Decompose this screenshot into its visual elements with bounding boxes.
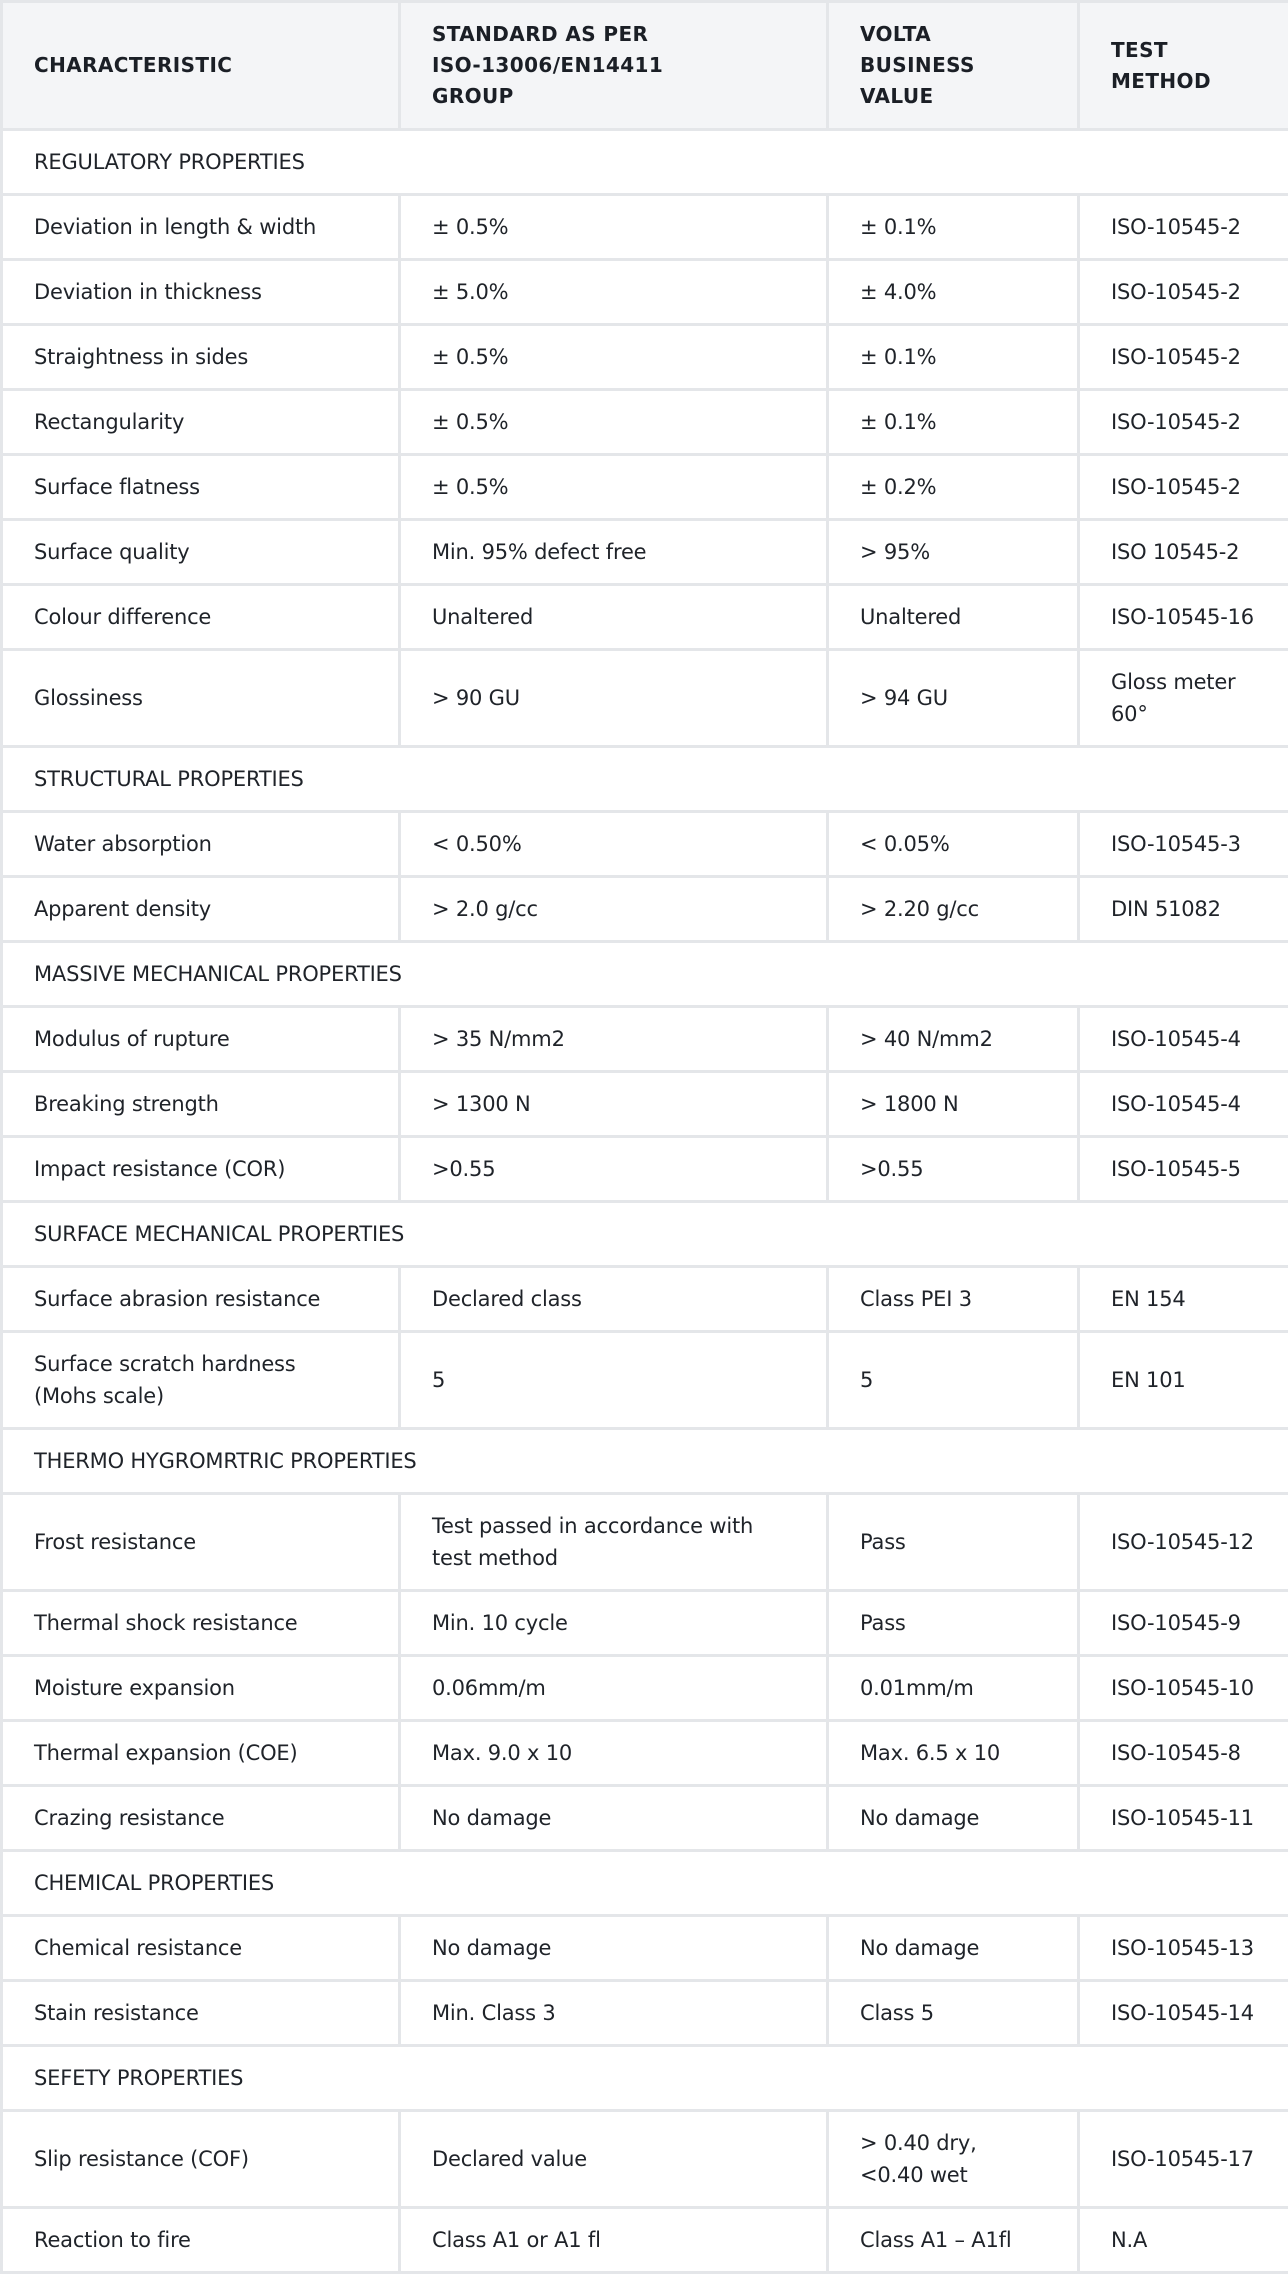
table-row (2, 1786, 1288, 1851)
header-volta-value: VOLTA BUSINESS VALUE (828, 2, 1079, 130)
cell-test-method: ISO-10545-11 (1079, 1786, 1288, 1851)
table-row (2, 390, 1288, 455)
cell-test-method: ISO-10545-2 (1079, 455, 1288, 520)
cell-volta-value: Pass (828, 1591, 1079, 1656)
cell-characteristic: Apparent density (2, 877, 400, 942)
table-row (2, 195, 1288, 260)
cell-test-method: ISO-10545-12 (1079, 1494, 1288, 1591)
cell-standard: > 1300 N (400, 1072, 828, 1137)
cell-characteristic: Glossiness (2, 650, 400, 747)
cell-standard: Declared value (400, 2111, 828, 2208)
header-characteristic: CHARACTERISTIC (2, 2, 400, 130)
cell-standard: No damage (400, 1786, 828, 1851)
section-row (2, 130, 1288, 195)
cell-characteristic: Thermal shock resistance (2, 1591, 400, 1656)
cell-standard: Test passed in accordance with test method (400, 1494, 828, 1591)
cell-test-method: ISO-10545-4 (1079, 1072, 1288, 1137)
cell-standard: Max. 9.0 x 10 (400, 1721, 828, 1786)
cell-volta-value: 5 (828, 1332, 1079, 1429)
cell-standard: Min. 10 cycle (400, 1591, 828, 1656)
cell-volta-value: ± 0.1% (828, 325, 1079, 390)
cell-standard: ± 0.5% (400, 325, 828, 390)
cell-characteristic: Surface flatness (2, 455, 400, 520)
cell-volta-value: Class A1 – A1fl (828, 2208, 1079, 2273)
cell-test-method: ISO-10545-2 (1079, 195, 1288, 260)
section-row (2, 1429, 1288, 1494)
table-row (2, 520, 1288, 585)
cell-characteristic: Frost resistance (2, 1494, 400, 1591)
cell-standard: < 0.50% (400, 812, 828, 877)
cell-test-method: ISO-10545-17 (1079, 2111, 1288, 2208)
cell-standard: Unaltered (400, 585, 828, 650)
cell-test-method: ISO-10545-3 (1079, 812, 1288, 877)
table-row (2, 1591, 1288, 1656)
cell-characteristic: Surface quality (2, 520, 400, 585)
cell-volta-value: Pass (828, 1494, 1079, 1591)
cell-standard: Declared class (400, 1267, 828, 1332)
cell-volta-value: > 40 N/mm2 (828, 1007, 1079, 1072)
cell-characteristic: Deviation in thickness (2, 260, 400, 325)
cell-volta-value: ± 4.0% (828, 260, 1079, 325)
table-row (2, 1721, 1288, 1786)
table-row (2, 650, 1288, 747)
cell-characteristic: Colour difference (2, 585, 400, 650)
table-row (2, 260, 1288, 325)
header-test-method: TEST METHOD (1079, 2, 1288, 130)
section-title: STRUCTURAL PROPERTIES (2, 747, 1288, 812)
table-row (2, 812, 1288, 877)
cell-characteristic: Slip resistance (COF) (2, 2111, 400, 2208)
cell-volta-value: 0.01mm/m (828, 1656, 1079, 1721)
cell-test-method: ISO 10545-2 (1079, 520, 1288, 585)
cell-standard: ± 0.5% (400, 390, 828, 455)
cell-characteristic: Rectangularity (2, 390, 400, 455)
section-title: REGULATORY PROPERTIES (2, 130, 1288, 195)
cell-characteristic: Modulus of rupture (2, 1007, 400, 1072)
cell-standard: Min. Class 3 (400, 1981, 828, 2046)
cell-test-method: EN 154 (1079, 1267, 1288, 1332)
table-row (2, 1072, 1288, 1137)
table-row (2, 1332, 1288, 1429)
cell-volta-value: Class 5 (828, 1981, 1079, 2046)
cell-standard: ± 0.5% (400, 455, 828, 520)
table-row (2, 877, 1288, 942)
table-header (2, 2, 1288, 130)
cell-standard: > 2.0 g/cc (400, 877, 828, 942)
table-row (2, 1007, 1288, 1072)
cell-volta-value: > 0.40 dry, <0.40 wet (828, 2111, 1079, 2208)
table-row (2, 325, 1288, 390)
section-title: SURFACE MECHANICAL PROPERTIES (2, 1202, 1288, 1267)
cell-volta-value: No damage (828, 1916, 1079, 1981)
cell-characteristic: Surface abrasion resistance (2, 1267, 400, 1332)
section-row (2, 1202, 1288, 1267)
cell-standard: >0.55 (400, 1137, 828, 1202)
cell-standard: No damage (400, 1916, 828, 1981)
section-title: CHEMICAL PROPERTIES (2, 1851, 1288, 1916)
header-standard: STANDARD AS PER ISO-13006/EN14411 GROUP (400, 2, 828, 130)
cell-characteristic: Chemical resistance (2, 1916, 400, 1981)
cell-test-method: Gloss meter 60° (1079, 650, 1288, 747)
cell-characteristic: Reaction to fire (2, 2208, 400, 2273)
cell-volta-value: < 0.05% (828, 812, 1079, 877)
cell-test-method: ISO-10545-10 (1079, 1656, 1288, 1721)
table-row (2, 1494, 1288, 1591)
cell-test-method: N.A (1079, 2208, 1288, 2273)
cell-test-method: EN 101 (1079, 1332, 1288, 1429)
section-row (2, 942, 1288, 1007)
cell-characteristic: Deviation in length & width (2, 195, 400, 260)
table-row (2, 2111, 1288, 2208)
cell-volta-value: Max. 6.5 x 10 (828, 1721, 1079, 1786)
cell-volta-value: Class PEI 3 (828, 1267, 1079, 1332)
cell-standard: Min. 95% defect free (400, 520, 828, 585)
cell-volta-value: ± 0.1% (828, 195, 1079, 260)
cell-volta-value: ± 0.1% (828, 390, 1079, 455)
section-title: MASSIVE MECHANICAL PROPERTIES (2, 942, 1288, 1007)
cell-volta-value: No damage (828, 1786, 1079, 1851)
cell-characteristic: Impact resistance (COR) (2, 1137, 400, 1202)
cell-volta-value: > 1800 N (828, 1072, 1079, 1137)
cell-test-method: ISO-10545-5 (1079, 1137, 1288, 1202)
header-row (2, 2, 1288, 130)
cell-volta-value: > 95% (828, 520, 1079, 585)
cell-test-method: ISO-10545-8 (1079, 1721, 1288, 1786)
cell-characteristic: Thermal expansion (COE) (2, 1721, 400, 1786)
cell-characteristic: Stain resistance (2, 1981, 400, 2046)
cell-characteristic: Water absorption (2, 812, 400, 877)
cell-characteristic: Crazing resistance (2, 1786, 400, 1851)
cell-test-method: ISO-10545-14 (1079, 1981, 1288, 2046)
cell-characteristic: Moisture expansion (2, 1656, 400, 1721)
table-row (2, 1916, 1288, 1981)
section-title: SEFETY PROPERTIES (2, 2046, 1288, 2111)
cell-test-method: DIN 51082 (1079, 877, 1288, 942)
table-row (2, 1981, 1288, 2046)
cell-test-method: ISO-10545-4 (1079, 1007, 1288, 1072)
table-row (2, 1137, 1288, 1202)
cell-characteristic: Straightness in sides (2, 325, 400, 390)
section-row (2, 747, 1288, 812)
cell-characteristic: Breaking strength (2, 1072, 400, 1137)
cell-characteristic: Surface scratch hardness (Mohs scale) (2, 1332, 400, 1429)
cell-test-method: ISO-10545-9 (1079, 1591, 1288, 1656)
cell-test-method: ISO-10545-2 (1079, 260, 1288, 325)
table-row (2, 1656, 1288, 1721)
table-row (2, 2208, 1288, 2273)
cell-volta-value: >0.55 (828, 1137, 1079, 1202)
cell-standard: > 35 N/mm2 (400, 1007, 828, 1072)
table-row (2, 1267, 1288, 1332)
cell-test-method: ISO-10545-13 (1079, 1916, 1288, 1981)
cell-volta-value: ± 0.2% (828, 455, 1079, 520)
cell-standard: > 90 GU (400, 650, 828, 747)
cell-standard: 5 (400, 1332, 828, 1429)
cell-volta-value: > 94 GU (828, 650, 1079, 747)
table-body (2, 130, 1288, 2273)
section-row (2, 1851, 1288, 1916)
cell-volta-value: Unaltered (828, 585, 1079, 650)
cell-test-method: ISO-10545-16 (1079, 585, 1288, 650)
cell-test-method: ISO-10545-2 (1079, 325, 1288, 390)
cell-test-method: ISO-10545-2 (1079, 390, 1288, 455)
cell-standard: Class A1 or A1 fl (400, 2208, 828, 2273)
cell-standard: ± 5.0% (400, 260, 828, 325)
table-row (2, 455, 1288, 520)
section-title: THERMO HYGROMRTRIC PROPERTIES (2, 1429, 1288, 1494)
cell-volta-value: > 2.20 g/cc (828, 877, 1079, 942)
table-row (2, 585, 1288, 650)
cell-standard: 0.06mm/m (400, 1656, 828, 1721)
section-row (2, 2046, 1288, 2111)
cell-standard: ± 0.5% (400, 195, 828, 260)
